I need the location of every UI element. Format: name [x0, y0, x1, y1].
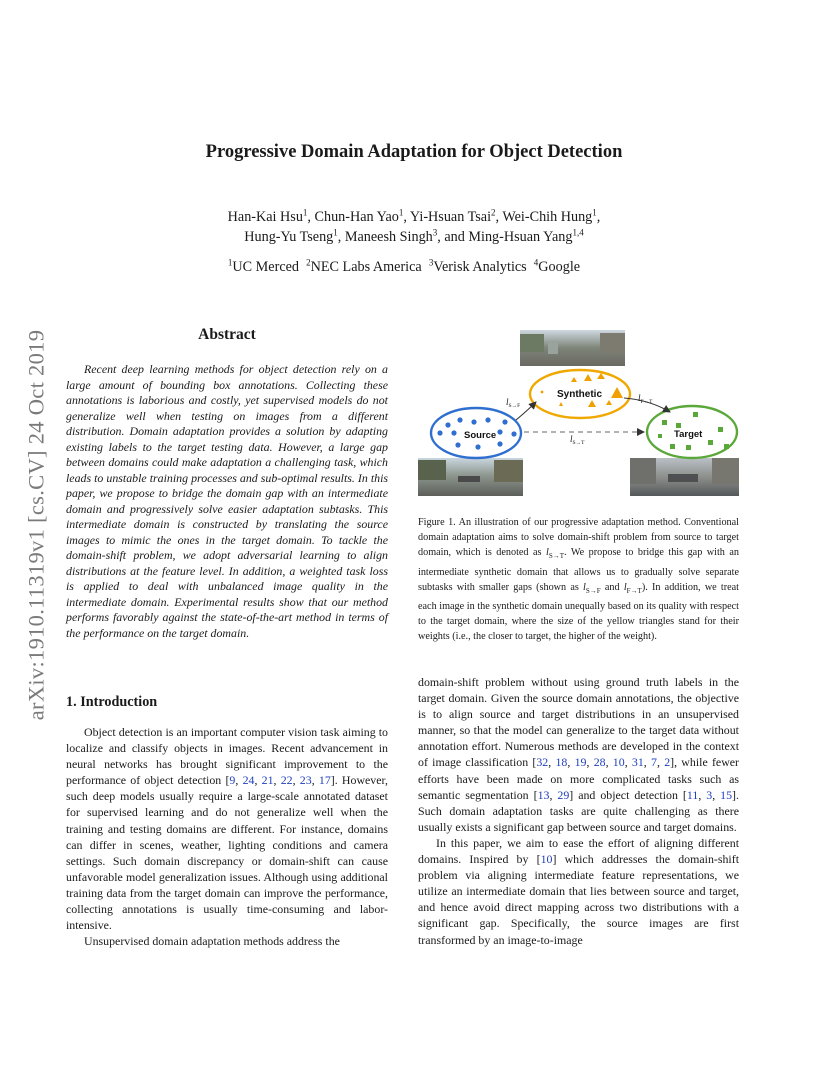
affil-mark: 2 — [306, 257, 311, 268]
label-s-to-f: $l_{S\to F}$ — [506, 397, 521, 409]
author-affil-mark: 1,4 — [572, 227, 584, 238]
text-run: , — [656, 755, 665, 770]
text-run: , — [292, 773, 300, 788]
citation-link[interactable]: 32 — [536, 755, 549, 770]
text-run: and — [600, 581, 624, 593]
text-run: ] which addresses the domain-shift problem via aligning intermediate feature representations, we utilize an intermediate domain that lies between source and target, and hence avoid direct mapping across two distributions with a significant gap. Specifically, the source images are first transformed by an image-to-image — [418, 852, 739, 947]
author-name: , Chun-Han Yao — [307, 209, 399, 225]
introduction-left-column — [66, 724, 388, 949]
citation-link[interactable]: 22 — [280, 773, 293, 788]
text-run: , — [549, 787, 558, 802]
arxiv-id: arXiv:1910.11319v1 [cs.CV] 24 Oct 2019 — [23, 329, 48, 721]
text-run: ]. Such domain adaptation tasks are quite challenging as there usually exists a significant gap between source and target domains. — [418, 787, 739, 834]
citation-link[interactable]: 10 — [540, 852, 553, 867]
arxiv-stamp — [14, 290, 58, 760]
author-separator: , — [596, 209, 601, 225]
author-affil-mark: 1 — [302, 207, 308, 218]
text-run: ] and object detection [ — [569, 787, 687, 802]
synthetic-domain-photo — [520, 330, 625, 366]
author-affil-mark: 1 — [398, 207, 404, 218]
text-run: , — [311, 773, 319, 788]
figure-1-caption — [418, 515, 739, 645]
citation-link[interactable]: 9 — [229, 773, 236, 788]
author-name: Hung-Yu Tseng — [244, 229, 334, 245]
author-affil-mark: 2 — [491, 207, 496, 218]
abstract-body: Recent deep learning methods for object detection rely on a large amount of bounding box annotations. Collecting these annotations is laborious and costly, yet supervised models do not generalize well when testing on images from a different distribution. Domain adaptation provides a solution by adapting existing labels to the target testing data. However, a large gap between domains could make adaptation a challenging task, which leads to unstable training processes and sub-optimal results. In this paper, we propose to bridge the domain gap with an intermediate domain and progressively solve easier adaptation subtasks. This intermediate domain is constructed by translating the source images to mimic the ones in the target domain. To tackle the domain-shift problem, we adopt adversarial learning to align distributions at the feature level. In addition, a weighted task loss is applied to deal with unbalanced image quality in the intermediate domain. Experimental results show that our method performs favorably against the state-of-the-art method in terms of the performance on the target domain. — [66, 362, 388, 640]
triangle-marker — [559, 402, 563, 406]
author-name: , Wei-Chih Hung — [495, 209, 593, 225]
math-subscript: F→T — [626, 586, 642, 595]
citation-link[interactable]: 17 — [318, 773, 331, 788]
citation-link[interactable]: 31 — [631, 755, 644, 770]
text-run: Object detection is an important computer vision task aiming to localize and classify objects in images. Recent advancement in neural networks has brought significant improvement to the performance of object detection [ — [66, 725, 388, 788]
citation-link[interactable]: 24 — [242, 773, 255, 788]
text-run: ]. However, such deep models usually require a large-scale annotated dataset for supervised learning and do not generalize well when the training and testing domains are different. For instance, domains can differ in scenes, weather, lighting conditions and camera settings. Such domain discrepancy or domain-shift can cause unfavorable model generalization issues. Although using additional training data from the target domain can improve the performance, collecting annotations is usually time-consuming and labor-intensive. — [66, 773, 388, 933]
math-symbol: l — [546, 547, 549, 559]
math-symbol: l — [623, 581, 627, 593]
triangle-marker — [611, 387, 623, 398]
text-run: , — [567, 755, 575, 770]
text-run: , — [605, 755, 613, 770]
text-run: , — [624, 755, 632, 770]
citation-link[interactable]: 18 — [555, 755, 568, 770]
section-heading-introduction: 1. Introduction — [66, 694, 158, 710]
citation-link[interactable]: 23 — [299, 773, 312, 788]
text-run: domain-shift problem without using ground truth labels in the target domain. Given the source domain annotations, the objective is to align source and target distributions in an unsupervised manner, so that the model can generalize to the target data without annotation effort. Numerous methods are developed in the context of image classification [ — [418, 675, 739, 770]
citation-link[interactable]: 29 — [557, 787, 570, 802]
text-run: . We propose to bridge this gap with an intermediate synthetic domain that allows us to gradually solve separate subtasks with smaller gaps (shown as — [418, 547, 740, 593]
author-name: , Yi-Hsuan Tsai — [403, 209, 492, 225]
author-name: Han-Kai Hsu — [227, 209, 303, 225]
triangle-marker — [606, 400, 612, 405]
triangle-marker — [588, 400, 596, 407]
text-run: ). In addition, we treat each image in the synthetic domain unequally based on its quality with respect to the target domain, where the size of the yellow triangles stand for their weights (i.e., the closer to target, the higher of the weight). — [418, 581, 739, 643]
citation-link[interactable]: 13 — [537, 787, 550, 802]
citation-link[interactable]: 11 — [686, 787, 699, 802]
citation-link[interactable]: 3 — [706, 787, 713, 802]
synthetic-domain-label: Synthetic — [557, 389, 603, 400]
text-run: , — [698, 787, 707, 802]
affil-mark: 1 — [227, 257, 233, 268]
citation-link[interactable]: 28 — [593, 755, 606, 770]
source-domain-photo — [418, 458, 523, 496]
citation-link[interactable]: 21 — [261, 773, 274, 788]
author-name: , Maneesh Singh — [337, 229, 433, 245]
triangle-marker — [571, 377, 577, 382]
affil-mark: 3 — [428, 257, 434, 268]
text-run: , — [548, 755, 556, 770]
text-run: , — [586, 755, 594, 770]
affil-name: NEC Labs America — [310, 259, 422, 275]
affil-mark: 4 — [533, 257, 539, 268]
author-affil-mark: 3 — [432, 227, 438, 238]
text-run: , — [712, 787, 721, 802]
text-run: , — [643, 755, 652, 770]
affil-name: Google — [538, 259, 581, 275]
citation-link[interactable]: 19 — [574, 755, 587, 770]
label-s-to-t: $l_{S\to T}$ — [570, 434, 585, 446]
paper-title: Progressive Domain Adaptation for Object Detection — [205, 142, 623, 162]
abstract-heading: Abstract — [198, 326, 256, 343]
text-run: , — [235, 773, 243, 788]
author-affil-mark: 1 — [333, 227, 338, 238]
text-run: In this paper, we aim to ease the effort of aligning different domains. Inspired by [ — [418, 835, 739, 867]
text-run: ], while fewer efforts have been made on more complicated tasks such as semantic segmentation [ — [418, 755, 740, 802]
text-run: , — [254, 773, 262, 788]
figure-1-diagram — [418, 330, 739, 508]
target-domain-label: Target — [674, 429, 703, 440]
right-column-body — [418, 674, 739, 948]
source-domain-label: Source — [464, 430, 497, 441]
paragraph — [66, 724, 388, 933]
math-subscript: S→T — [548, 552, 565, 561]
paragraph — [418, 674, 739, 835]
math-symbol: l — [583, 581, 586, 593]
text-run: Figure 1. An illustration of our progressive adaptation method. Conventional domain adaptation aims to solve domain-shift problem from source to target domain, which is denoted as — [418, 517, 739, 559]
citation-link[interactable]: 15 — [720, 787, 733, 802]
triangle-marker — [584, 374, 592, 381]
paragraph — [418, 835, 739, 948]
target-domain-photo — [630, 458, 739, 496]
citation-link[interactable]: 2 — [664, 755, 671, 770]
paragraph: Unsupervised domain adaptation methods address the — [84, 934, 340, 949]
author-list — [150, 207, 678, 247]
author-name: , and Ming-Hsuan Yang — [437, 229, 573, 245]
small-dot — [541, 391, 544, 394]
label-f-to-t: $l_{F\to T}$ — [638, 393, 653, 405]
math-subscript: S→F — [585, 586, 601, 595]
affil-name: Verisk Analytics — [433, 259, 527, 275]
affil-name: UC Merced — [232, 259, 300, 275]
author-affil-mark: 1 — [592, 207, 597, 218]
citation-link[interactable]: 7 — [651, 755, 657, 770]
citation-link[interactable]: 10 — [612, 755, 625, 770]
text-run: , — [273, 773, 281, 788]
affiliations — [0, 259, 808, 276]
